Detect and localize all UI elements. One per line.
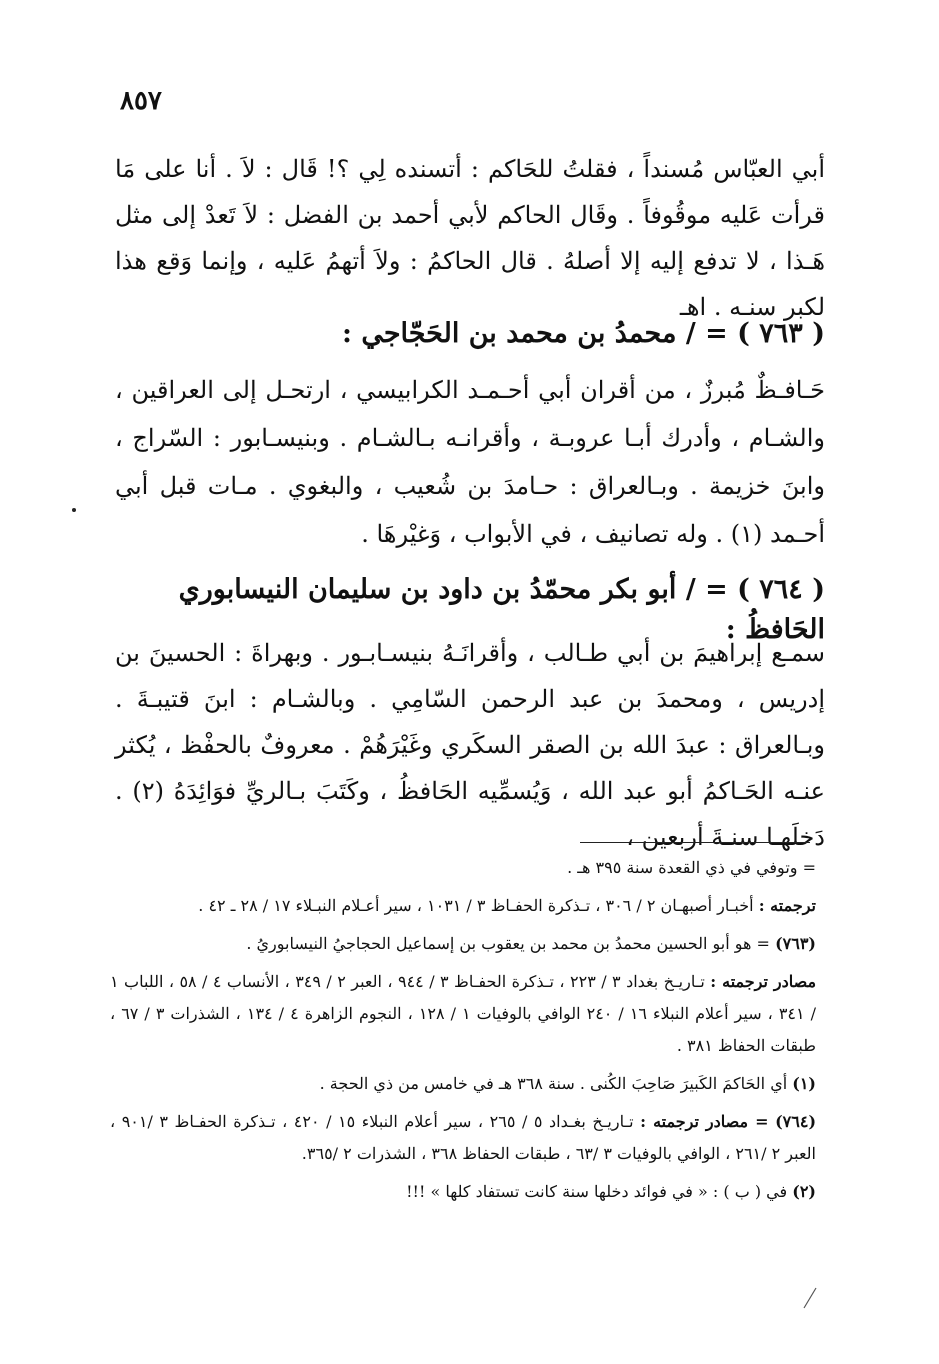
footnote-lead: = مصادر ترجمته : [640, 1112, 769, 1131]
footnote-1 [110, 1068, 816, 1100]
footnote-continuation [110, 852, 816, 884]
entry-heading-764: ( ٧٦٤ ) = / أبو بكر محمّدُ بن داود بن سليمان النيسابوري الحَافظُ : [178, 574, 825, 645]
footnote-text: = وتوفي في ذي القعدة سنة ٣٩٥ هـ . [567, 858, 816, 877]
footnote-text: أخبـار أصبهـان ٢ / ٣٠٦ ، تـذكرة الحفـاظ ٣ / ١٠٣١ ، سير أعـلام النبـلاء ١٧ / ٢٨ ـ ٤٢ . [198, 896, 754, 915]
footnote-ref: (٧٦٤) [775, 1112, 817, 1131]
footnote-text: في ( ب ) : « في فوائد دخلها سنة كانت تستفاد كلها » !!! [406, 1182, 788, 1201]
footnote-text: أي الحَاكمَ الكَبيرَ صَاحِبَ الكُنى . سنة ٣٦٨ هـ في خامس من ذي الحجة . [319, 1074, 788, 1093]
pen-stroke-mark [800, 1286, 820, 1310]
footnote-ref: (٢) [792, 1182, 816, 1201]
footnote-lead: مصادر ترجمته : [710, 972, 817, 991]
footnote-text: تـاريـخ بغـداد ٥ / ٢٦٥ ، سير أعلام النبلاء ١٥ / ٤٢٠ ، تـذكرة الحفـاظ ٣ /٩٠١ ، العبر ٢ /٢٦١ ، الوافي بالوفيات ٣ /٦٣ ، طبقات الحفاظ ٣٦٨ ، الشذرات ٢ /٣٦٥. [110, 1112, 816, 1163]
footnote-text: تـاريـخ بغداد ٣ / ٢٢٣ ، تـذكرة الحفـاظ ٣ / ٩٤٤ ، العبر ٢ / ٣٤٩ ، الأنساب ٤ / ٥٨ ، اللباب ١ / ٣٤١ ، سير أعلام النبلاء ١٦ / ٢٤٠ الوافي بالوفيات ١ / ١٢٨ ، النجوم الزاهرة ٤ / ١٣٤ ، الشذرات ٣ / ٦٧ ، طبقات الحفاظ ٣٨١ . [110, 972, 817, 1055]
footnote-sources-prev [110, 890, 816, 922]
paragraph-continuation: أبي العبّاس مُسنداً ، فقلتُ للحَاكم : أتسنده لِي ؟! قَال : لاَ . أنا على مَا قرأت عَليه موقُوفاً . وقَال الحاكم لأبي أحمد بن الفضل : لاَ تَعدْ إلى مثل هَـذا ، لا تدفع إليه إلا أصلهُ . قال الحاكمُ : ولاَ أتهمُ عَليه ، وإنما وَقع هذا لكبر سنـه . اهـ [115, 155, 826, 321]
footnote-text: = هو أبو الحسين محمدُ بن محمد بن يعقوب بن إسماعيل الحجاجيُ النيسابوريُ . [246, 934, 770, 953]
stray-mark [72, 508, 76, 512]
paragraph-entry-763: حَـافـظٌ مُبرزٌ ، من أقران أبي أحـمـد الكرابيسي ، ارتحـل إلى العراقين ، والشـام ، وأدرك أبـا عروبـة ، وأقرانـه بـالشـام . وبنيسـابور : السّراج ، وابنَ خزيمة . وبـالعراق : حـامدَ بن شُعيب ، والبغوي . مـات قبل أبي أحـمد (١) . وله تصانيف ، في الأبواب ، وَغيْرهَا . [115, 376, 825, 548]
footnote-ref: (٧٦٣) [775, 934, 816, 953]
entry-heading-763: ( ٧٦٣ ) = / محمدُ بن محمد بن الحَجّاجي : [341, 318, 825, 349]
footnote-763 [110, 928, 816, 960]
footnote-ref: (١) [792, 1074, 816, 1093]
footnote-763-sources [110, 966, 816, 1062]
page-number: ٨٥٧ [120, 86, 162, 116]
footnote-divider [580, 842, 810, 843]
footnotes-section [110, 852, 816, 1214]
footnote-764 [110, 1106, 816, 1170]
footnote-2 [110, 1176, 816, 1208]
footnote-lead: ترجمته : [758, 896, 816, 915]
paragraph-entry-764: سمـع إبراهيمَ بن أبي طـالب ، وأقرانَـهُ بنيسـابـور . وبهراةَ : الحسينَ بن إدريس ، ومحمدَ بن عبد الرحمن السّامِي . وبالشـام : ابنَ قتيبـةَ . وبـالعراق : عبدَ الله بن الصقر السكَري وغَيْرَهُمْ . معروفٌ بالحفْظ ، يُكثر عنـه الحَـاكمُ أبو عبد الله ، وَيُسمِّيه الحَافظُ ، وكَتَبَ بـالريِّ فوَائِدَهُ (٢) . دَخلَهـا سنـةَ أربعين ، [115, 639, 825, 851]
